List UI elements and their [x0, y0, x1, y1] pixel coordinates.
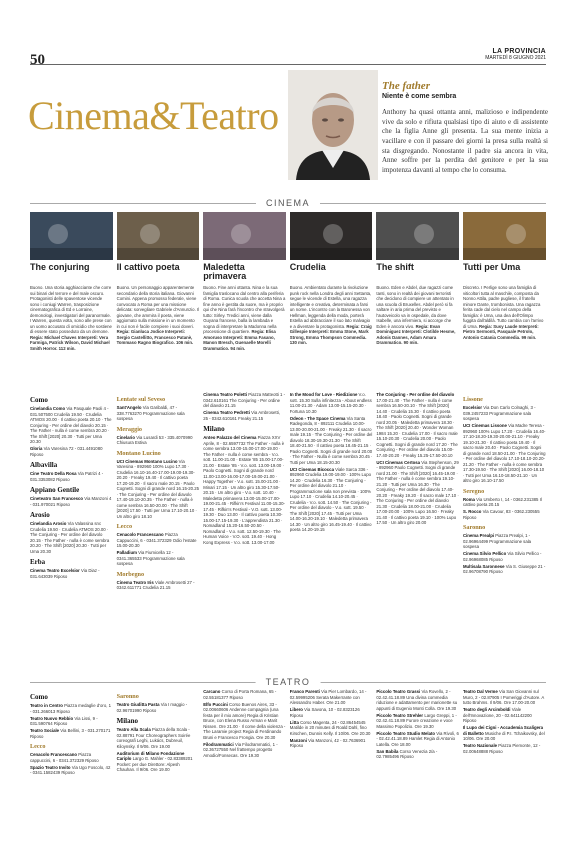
- venue-info: Via Garibaldi, 47 - 338.7763270: [116, 405, 178, 416]
- venue-name: Teatro Alla Scala: [116, 727, 151, 732]
- venue-entry: [203, 392, 286, 409]
- showtimes: Riposo: [30, 733, 44, 739]
- showtimes: Hamlet Regia di Antonio Latella. Ore 18.00: [376, 736, 455, 747]
- city-heading: Como: [30, 396, 48, 404]
- venue-entry: [376, 460, 459, 526]
- venue-entry: [117, 580, 200, 591]
- venue-name: Palladium: [116, 550, 137, 555]
- city-heading: Lissone: [462, 396, 483, 403]
- top-rule: [30, 64, 546, 65]
- venue-entry: [376, 749, 459, 760]
- venue-entry: [463, 743, 546, 754]
- city-heading: Meraggio: [116, 425, 143, 433]
- theatre-listings: [30, 689, 546, 777]
- venue-name: Cinelandia Como: [30, 406, 66, 411]
- venue-entry: [463, 707, 546, 724]
- venue-name: Il Lupo dei Cigni - Accademia Scaligera di Balletto: [462, 725, 544, 736]
- showtimes: Riposo: [53, 721, 68, 726]
- page-number: 50: [30, 52, 45, 68]
- city-heading: Albavilla: [30, 461, 58, 469]
- showtimes: Crudelia 19.00-19.00 · 100% Lupo 14.20 · Crudelia 16.30 · The Conjuring - Per ordine del diavolo 21.10 · Programmazione sala non prevista · 100% Lupo 17.10 · Crudelia 14.10-20.45 · Crudelia - V.o. sott. 14.50 · The Conjuring - Per ordine del diavolo - V.o. sott. 19.50 · The Shift [2020] 17.45 · Tutti per Uma 14.00-16.20-19.10 · Maledetta primavera 14.30 · Un altro giro 16.45-19.40 · Il cattivo poeta 14.20-19.15: [289, 472, 372, 532]
- venue-info: Piazza Cappuccini, 6 - 0341.372329: [116, 532, 178, 543]
- venue-name: UCI Cinemas Lissone: [462, 423, 507, 428]
- listing-column: [376, 392, 459, 592]
- venue-info: Piazza della Scala - 02.88791: [116, 727, 190, 738]
- showtimes: Riposo: [289, 743, 304, 748]
- venue-entry: [30, 406, 113, 445]
- venue-entry: [290, 720, 373, 737]
- venue-info: Corso Magenta, 24 - 02.86454545: [300, 719, 366, 725]
- venue-name: The Conjuring - Per ordine del diavolo: [376, 392, 455, 397]
- showtimes: Riposo: [489, 748, 503, 754]
- lead-body: Anthony ha quasi ottanta anni, malizioso e indipendente vive da solo e rifiuta qualsiasi tipo di aiuto e di assistente che la figlia Anne gli presenta. La sua mente inizia a vacillare e con il passare dei giorni la presa sulla realtà si sta disgregando. Nonostante il padre sia ancora in vita, Anne soffre per la perdita del genitore e per la sua impotenza davanti al tempo che lo consuma.: [382, 108, 548, 174]
- showtimes: Four Choreographers Soirée coreografi Leghi, Lukács, Dubreuil, Kiloynsky. Il 9/06. Ore 19.00: [116, 732, 191, 749]
- venue-info: Via Lusardi 53 - 335.4070990: [136, 434, 193, 440]
- venue-info: Via I maggio - 02.96701990: [116, 702, 188, 713]
- venue-info: Via Patrizi 4 - 031.3353082: [30, 471, 104, 482]
- showtimes: Riposo: [462, 718, 477, 723]
- venue-info: Piazza cappuccini, 6 - 0341.372329: [30, 752, 92, 763]
- venue-entry: [463, 423, 546, 484]
- venue-entry: [117, 751, 200, 773]
- venue-info: Largo Greppi, 1 - 02.42.41.18.89: [376, 712, 457, 723]
- showtimes: I Pomeriggi d'Autore. A tutto Brahms. Il 9/06. Ore 17.00-20.00: [462, 694, 545, 705]
- film-credits: Regia: Michael Chaves Interpreti: Vera Farmiga, Patrick Wilson, David Michael Smith Horror. 112 min.: [30, 334, 110, 351]
- venue-entry: [463, 551, 546, 562]
- venue-info: Via Umberto I, 14 - 0362.231385: [476, 496, 539, 502]
- showtimes: Il cattivo poeta 20.15: [462, 496, 542, 507]
- venue-entry: [30, 521, 113, 554]
- venue-info: Via Stephenson, 29 - 892960: [376, 459, 459, 470]
- lead-title: The father: [382, 80, 430, 92]
- venue-name: Multisala Saronnese: [462, 563, 505, 569]
- film-reviews: [30, 212, 546, 351]
- venue-entry: [30, 446, 113, 457]
- venue-name: Teatro Dal Verme: [462, 689, 498, 694]
- showtimes: 100% Lupo 17.30 · Crudelia 16.10-16.40-17.00-19.00-19.30-20.20 · Freaky 19.40 · Il cattivo poeta 17.20-19.20 · Il sacro male 20.15 · Paolo Cognetti. Sogni di grande nord 16.15-20.25 · The Conjuring - Per ordine del diavolo 17.40-19.10-20.35 · The Father - nulla è come sembra 16.50-20.00 · The Shift [2020] 17.50 · Tutti per Uma 17.10-20.10 · Un altro giro 18.10: [116, 464, 200, 519]
- venue-info: Via Savona, 10 - 02.8323126: [304, 707, 360, 712]
- venue-name: In the Mood for Love - Riedizione: [289, 392, 358, 397]
- showtimes: Riposo: [462, 514, 477, 520]
- venue-entry: [203, 410, 286, 421]
- lead-subtitle: Niente è come sembra: [382, 93, 457, 100]
- venue-name: Piccolo Teatro Studio Melato: [376, 730, 436, 736]
- film-review: [203, 212, 286, 351]
- city-heading: Montano Lucino: [116, 449, 161, 457]
- venue-entry: [117, 727, 200, 749]
- venue-name: Gloria: [30, 446, 43, 451]
- lead-article: [382, 80, 548, 176]
- city-heading: Erba: [30, 558, 46, 566]
- film-credits: Regia: Evan Dominiguez Interpreti: Clotilde Hesme, Adonis Dannes, Adam Amara Drammatico. 90 min.: [376, 323, 456, 345]
- venue-name: Cinelandia Arosio: [30, 521, 67, 526]
- venue-info: Via Ugo Foscolo, 42 - 0341.1582439: [30, 764, 111, 775]
- film-credits: Regia: Craig Gillespie Interpreti: Emma Stone, Mark Strong, Emma Thompson Commedia. 130 min.: [289, 323, 372, 345]
- cinema-band: [30, 198, 546, 208]
- venue-info: Via Filodrammatici, 1 - 02.36727550: [203, 741, 278, 752]
- showtimes: Crudelia 21.15: [142, 585, 171, 590]
- showtimes: Programmazione sala sospesa: [462, 538, 532, 549]
- city-heading: Milano: [116, 717, 138, 725]
- showtimes: The Conjuring - Per ordine del diavolo 21.15: [203, 397, 281, 408]
- showtimes: Serata Makerrante con Alessandro Haber. Ore 21.00: [289, 694, 360, 705]
- venue-name: Spazio Teatro Invito: [30, 764, 71, 770]
- listing-column: [117, 392, 200, 592]
- venue-info: Piazza Matteotti 1 - 0342.610161: [203, 392, 286, 403]
- film-credits: Regia: Elisa Amoruso Interpreti: Emma Fasano, Manon Bresch, Guenaelle Morelli Drammatico. 94 min.: [203, 329, 276, 351]
- film-review: [117, 212, 200, 351]
- city-heading: Appiano Gentile: [30, 486, 80, 494]
- film-description: Buono. Una storia agghiacciante che corre sui binari del terrore e del male oscuro. Protagonisti delle spaventose vicende sono i coniugi Warren, trasposizione cinematografica di Ed e Lorraine, demonologi, investigatori del paranormale. I Warren, questa volta, sono alle prese con un uomo accusato di omicidio che sostiene di essere stato posseduto da un demone. Regia: Michael Chaves Interpreti: Vera Farmiga, Patrick Wilson, David Michael Smith Horror. 112 min.: [30, 285, 112, 351]
- showtimes: Riposo: [289, 712, 304, 718]
- venue-entry: [30, 703, 113, 714]
- city-heading: Morbegno: [116, 570, 145, 578]
- venue-name: Teatro Nuovo Rebbio: [30, 715, 74, 721]
- venue-name: Franco Parenti: [289, 689, 320, 694]
- venue-name: Odeon - The Space Cinema: [289, 415, 346, 421]
- film-title: Il cattivo poeta: [116, 262, 180, 272]
- showtimes: Crudelia 19.50 · Crudelia ATMOS 20.00 · Il cattivo poeta 20.10 · The Conjuring - Per ordine del diavolo 20.15 · The Father - nulla è come sembra 20.20 · The Shift [2020] 20.30 · Tutti per Uma 20.30: [30, 411, 112, 444]
- venue-info: Via Manzoni, 42 - 02.7636901: [308, 737, 366, 743]
- listing-column: [463, 392, 546, 592]
- film-description: Discreto. I Perlige sono una famiglia di viticoltori tutta al maschile, composta da Nonno Attila, padre pugliese, il fratello minore Dante, trombonista. Una ragazza ferita cade dal cielo nel campo della famiglia: è Uma, una dea dell'Olimpo fuggita dall'aldilà. Tutto cambia con l'arrivo di Uma. Regia: Susy Laude Interpreti: Pietro Sermonti, Pasquale Petrolo, Antonio Catania Commedia. 99 min.: [462, 285, 544, 340]
- venue-entry: [203, 435, 286, 545]
- venue-info: Piazza Piemonte, 12 - 02.00648888: [462, 743, 541, 754]
- venue-name: Auditorium di Milano Fondazione Cariplo: [116, 750, 185, 761]
- venue-name: UCI Cinemas Montano Lucino: [116, 458, 178, 464]
- film-poster-image: [117, 212, 200, 260]
- venue-name: Filodrammatici: [203, 741, 234, 747]
- film-review: [30, 212, 113, 351]
- showtimes: Programmazione sala sospesa: [462, 410, 532, 421]
- section-title: Cinema&Teatro: [28, 93, 279, 138]
- showtimes: Riposo: [56, 501, 70, 507]
- venue-entry: [117, 435, 200, 446]
- film-poster-image: [290, 212, 373, 260]
- showtimes: Pocket: per due Direttore: Alpesh Chauhan. Il 9/06. Ore 19.00: [116, 761, 180, 772]
- showtimes: Matilde in 20 minutes di Roald Dahl, fino Kirschen, Dunnis Kelly. Il 10/06. Ore 20.30: [289, 725, 371, 736]
- showtimes: Furore creazione e voce Massimo Popolizio. Ore 19.30: [376, 718, 453, 729]
- venue-info: Piazza medaglie d'oro, 1 - 031.266013: [30, 703, 111, 714]
- listing-column: [290, 689, 373, 777]
- showtimes: Riposo: [56, 476, 70, 482]
- venue-info: Via Varesina - 892960: [116, 458, 185, 469]
- listing-column: [117, 689, 200, 777]
- venue-info: Corso di Porta Romana, 65 - 02.55181377: [203, 689, 277, 700]
- venue-name: Teatro Nazionale: [462, 743, 498, 748]
- venue-info: Musiche di P.I. Tchaikovsky, del 10/06. Ore 20.00: [462, 730, 545, 741]
- showtimes: Sulla infinitezza - About endless 11.00-21.30 · Adam 13.00-15.15-20.30 · Fortuna 10.30: [289, 397, 372, 414]
- film-title: The conjuring: [30, 262, 90, 272]
- venue-name: Cinema Teatro Pedretti: [203, 410, 250, 415]
- venue-entry: [117, 459, 200, 520]
- film-review: [290, 212, 373, 351]
- venue-info: Via Cavour, 83 - 0362.230555: [482, 509, 540, 514]
- venue-name: Carcano: [203, 689, 221, 694]
- city-heading: Arosio: [30, 511, 50, 519]
- city-heading: Lecco: [116, 523, 133, 530]
- venue-info: Via Lissi, 9 - 031.590764: [30, 715, 98, 726]
- film-poster-image: [30, 212, 113, 260]
- venue-info: Via Bellini, 3 - 031.270171: [60, 728, 111, 733]
- film-poster-image: [376, 212, 459, 260]
- showtimes: Riposo: [489, 556, 503, 562]
- venue-entry: [290, 738, 373, 749]
- venue-name: Litta: [289, 719, 299, 725]
- venue-entry: [463, 405, 546, 422]
- venue-entry: [203, 689, 286, 700]
- city-heading: Lecco: [30, 743, 46, 750]
- venue-name: UCI Cinemas Certosa: [376, 459, 421, 465]
- venue-name: San Babila: [376, 748, 399, 754]
- actor-portrait-image: [288, 70, 378, 180]
- showtimes: Una divina commedia riduzione e adattamento per marionette su appunti di Eugenio Monti Colla. Ore 19.30: [376, 694, 458, 711]
- venue-entry: [30, 765, 113, 776]
- showtimes: Riposo: [489, 569, 503, 574]
- film-description: Buono. Un personaggio apparentemente secondario della storia italiana. Giovanni Comini. Appena promosso federale, viene convocato a Roma per una missione delicata: sorvegliare Gabriele d'Annunzio. Il giovane, che ammira il poeta, viene aggiornato sulla missione in un momento in cui non è facile compiere i suoi doveri. Regia: Gianluca Jodice Interpreti: Sergio Castellitto, Francesco Patanè, Tommaso Ragno Biografico. 106 min.: [116, 285, 200, 345]
- film-description: Buono. Eden e Abdel, due ragazzi come tanti, sono in realtà dei giovani terroristi che decidono di compiere un attentato in una scuola di Bruxelles. Abdel però si fa saltare in aria prima del previsto e l'autoveicolo va in ospedale, da dove Isabelle, una infermiera, si accorge che Eden è ancora vivo. Regia: Evan Dominiguez Interpreti: Clotilde Hesme, Adonis Dannes, Adam Amara Drammatico. 90 min.: [376, 285, 456, 345]
- venue-name: Cinelario: [116, 434, 135, 440]
- venue-info: Via Santa Radegonda, 8 - 892111: [289, 415, 366, 426]
- venue-entry: [290, 707, 373, 718]
- issue-date: MARTEDÌ 8 GIUGNO 2021: [485, 55, 546, 61]
- venue-name: Cinema Teatro Poletti: [203, 392, 248, 397]
- venue-entry: [30, 728, 113, 739]
- venue-info: Viale Ambrosetti 27 - 0342.611771: [116, 579, 195, 590]
- showtimes: Riposo: [85, 757, 99, 763]
- venue-info: Corso Venezia 2/a - 02.7985496: [376, 748, 438, 759]
- venue-name: Anteo Palazzo del Cinema: [203, 435, 257, 440]
- showtimes: Programmazione sala sospesa: [116, 555, 185, 566]
- city-heading: Como: [30, 693, 48, 701]
- venue-entry: [30, 752, 113, 763]
- venue-info: Piazza Prealpi, 1 - 02.96964499: [462, 533, 531, 544]
- showtimes: Freaky 21.15: [238, 415, 264, 421]
- venue-name: Cine Teatro Della Rosa: [30, 471, 77, 476]
- venue-info: Via Madre Teresa - 892960: [462, 423, 545, 434]
- showtimes: Riposo: [400, 754, 414, 759]
- film-review: [463, 212, 546, 351]
- showtimes: Programmazione sala sospesa: [116, 410, 185, 421]
- venue-entry: [463, 689, 546, 706]
- venue-name: Cinema Silvio Pellico: [462, 551, 507, 556]
- showtimes: Riposo: [53, 573, 68, 579]
- venue-entry: [290, 467, 373, 533]
- city-heading: Seregno: [462, 487, 485, 495]
- city-heading: Saronno: [462, 524, 486, 531]
- venue-info: Largo G. Mahler - 02.83389201: [132, 756, 193, 761]
- showtimes: The Father - nulla è come sembra 13.00-15.00-17.00-19.00 · The Father - nulla è come sembra - V.o. sott. 11.00-21.00 · Estate '85 15.00-17.00-21.00 · Estate '85 - V.o. sott. 13.00-19.00 · Paolo Cognetti. Sogni di grande nord 11.00-13.00-16.00-17.00-19.00-21.00 · Happy Together - V.o. sott. 15.00-21.00 · Minari 17.15 · Un altro giro 15.30-17.50-20.15 · Un altro giro - V.o. sott. 10.40 · Maledetta primavera 13.00-15.00-17.00-19.00-21.45 · Rifkin's Festival 11.00-15.30-17.45 · Rifkin's Festival - V.O. sott. 13.00-19.30 · Duo 13.00 · Il cattivo poeta 10.30-15.00-17.15-19.30 · L'apprendista 21.30 · Nomadland 15.20-16.50-20.50 · Nomadland - V.o. sott. 12.50-19.30 · The Human Voice - V.O. sott. 19.40 · Hong Kong Express - V.o. sott. 13.00-17.00: [203, 440, 285, 545]
- venue-entry: [376, 689, 459, 711]
- venue-name: Piccolo Teatro Grassi: [376, 689, 421, 694]
- venue-name: Cenacolo Francescano: [30, 752, 78, 757]
- venue-name: Teatro degli Arcimboldi: [462, 707, 511, 712]
- venue-entry: [117, 702, 200, 713]
- venue-info: Via Diaz - 031.643039: [30, 568, 100, 579]
- venue-info: Via Rovello, 2 - 02.42.41.18.89: [376, 689, 451, 700]
- showtimes: Crudelia 10.00-13.00-20.00-21.00 · Freaky 21.30 · Il sacro male 19.15 · The Conjuring - Per ordine del diavolo 18.30-19.30-21.30 · The Shift 18.40-21.50 · Il cattivo poeta 18.45-21.15 · Paolo Cognetti. Sogni di grande nord 20.00 · The Father - Nulla è come sembra 20.45 · Tutti per Uma 18.15-20.30: [289, 421, 373, 465]
- venue-entry: [376, 392, 459, 458]
- listing-column: [203, 392, 286, 592]
- listing-column: [30, 689, 113, 777]
- venue-name: Roma: [462, 496, 475, 502]
- venue-entry: [463, 533, 546, 550]
- showtimes: Riposo: [142, 707, 157, 713]
- city-heading: Milano: [203, 425, 225, 433]
- venue-info: Corso Buenos Aires, 33 - 02.00660606: [203, 701, 277, 712]
- venue-name: S. Rocco: [462, 509, 482, 514]
- venue-entry: [463, 564, 546, 575]
- masthead: [485, 48, 546, 61]
- film-poster-image: [203, 212, 286, 260]
- venue-name: UCI Cinemas Bicocca: [289, 466, 334, 472]
- venue-info: Via S. Giuseppe 21 - 02.96708790: [462, 563, 546, 574]
- showtimes: Nel frattempo progetto Amodio/Fonsecas. Ore 19.30: [203, 747, 273, 758]
- venue-name: Cinema Prealpi: [462, 533, 495, 538]
- cinema-band-label: CINEMA: [256, 198, 320, 208]
- showtimes: Paolo Cognetti. Sogni di grande nord 21.00 · The Shift [2020] 16.45-19.00 · The Father - nulla è come sembra 19.10-21.20 · Tutti per Uma 16.30 · The Conjuring - Per ordine del diavolo 17.40-20.20 · Freaky 19.20 · Il sacro male 17.10 · The Conjuring - Per ordine del diavolo 21.30 · Crudelia 18.00-21.00 · Crudelia 17.00-20.00 · 100% Lupo 16.50 · Freaky 21.40 · Il cattivo poeta 19.10 · 100% Lupo 17.50 · Un altro giro 20.00: [376, 465, 459, 525]
- film-title: Maledetta primavera: [203, 262, 247, 282]
- venue-entry: [117, 550, 200, 567]
- film-review: [376, 212, 459, 351]
- film-description: Buono. Fine anni ottanta. Nina e la sua famiglia traslocano dal centro alla periferia di Roma. Cunica scuola che accetta Nina a fine anno è gestita da suore, ma è proprio qui che Nina farà l'incontro che stravolgerà tutto: Sirley. Tredici anni, viene dalla Guyana francese, balla la lambada e sogna di interpretare la Madonna nella processione di quartiere. Regia: Elisa Amoruso Interpreti: Emma Fasano, Manon Bresch, Guenaelle Morelli Drammatico. 94 min.: [203, 285, 286, 351]
- showtimes: Riposo: [56, 708, 70, 714]
- listing-column: [30, 392, 113, 592]
- venue-name: Libero: [289, 707, 303, 712]
- showtimes: Odio l'estate 15.00-20.30: [116, 537, 197, 548]
- venue-entry: [463, 725, 546, 742]
- venue-info: Via Valassina snc: [67, 521, 102, 526]
- venue-name: Teatro Sociale: [30, 728, 60, 733]
- venue-entry: [290, 416, 373, 466]
- venue-info: Viale Sarca 336 - 892960: [289, 466, 369, 477]
- venue-name: Cinema Teatro Excelsior: [30, 568, 80, 573]
- city-heading: Saronno: [116, 693, 139, 700]
- showtimes: Andenne compagnia (una festa per il mio amore) Regia di Kristian Bruce, con Elena Russo Arman e Marit Nissen. Ore 21.00 · Il come della violenza - The Laramie project Regia di Ferdinando Bruni e Francesco Frongia. Ore 20.30: [203, 707, 286, 740]
- film-poster-image: [463, 212, 546, 260]
- venue-name: Cenacolo Francescano: [116, 532, 164, 537]
- venue-info: Via Pier Lombardo, 14 - 02.59995206: [289, 689, 367, 700]
- venue-name: Manzoni: [289, 737, 307, 743]
- listing-column: [463, 689, 546, 777]
- showtimes: Chiusura Estiva: [116, 440, 147, 445]
- teatro-band-label: TEATRO: [256, 677, 321, 687]
- venue-info: Via Varesina 72 - 031.4491080: [43, 446, 103, 451]
- venue-entry: [30, 716, 113, 727]
- cinema-listings: [30, 392, 546, 592]
- showtimes: Riposo: [61, 770, 75, 775]
- venue-entry: [203, 702, 286, 741]
- film-description: Buono. Ambientato durante la rivoluzione punk rock nella Londra degli anni Settanta, segue le vicende di Estella, una ragazza intelligente e creativa, determinata a farsi un nome. L'incontro con la Baronessa von Hellman, leggenda della moda, porterà Estella ad abbracciare il suo lato malvagio e a diventare la protagonista. Regia: Craig Gillespie Interpreti: Emma Stone, Mark Strong, Emma Thompson Commedia. 130 min.: [289, 285, 372, 345]
- venue-info: Via Ambrosetti, 25 - 0342.610161: [203, 410, 280, 421]
- film-title: Tutti per Uma: [462, 262, 521, 272]
- showtimes: Crudelia 19.50 · Crudelia ATMOS 20.00 · The Conjuring - Per ordine del diavolo 20.15 · The Father - nulla è come sembra 20.20 · The Shift [2020] 20.30 · Tutti per Uma 20.30: [30, 526, 110, 554]
- venue-info: Via Don Carlo Colnaghi, 3 - 039.2457233: [462, 405, 536, 416]
- venue-info: Via Silvio Pellico - 02.96968085: [462, 551, 542, 562]
- listing-column: [376, 689, 459, 777]
- venue-name: Piccolo Teatro Strehler: [376, 712, 424, 718]
- showtimes: 100% Lupo 17.20 · Crudelia 16.40-17.10-18.20-19.30-20.00-21.10 · Freaky 19.10-21.30 · Il cattivo poeta 19.40 · Il sacro male 20.40 · Paolo Cognetti. Sogni di grande nord 18.50-21.00 · The Conjuring - Per ordine del diavolo 17.10-18.10-20.20-21.20 · The Father - nulla è come sembra 17.30-19.50 · The Shift [2020] 16.00-18.10 · Tutti per Uma 16.10-18.50-21.10 · Un altro giro 16.10-17.50: [462, 428, 546, 483]
- venue-entry: [376, 713, 459, 730]
- venue-name: Cinema Teatro Iris: [116, 579, 154, 585]
- venue-entry: [30, 496, 113, 507]
- venue-info: V.o. sott. 15.30: [289, 392, 366, 403]
- showtimes: Riposo: [30, 451, 44, 457]
- venue-info: Via Rivoli, 6 - 02.42.41.18.89: [376, 730, 459, 741]
- venue-name: Sant'Angelo: [116, 405, 142, 410]
- venue-entry: [117, 532, 200, 549]
- listing-column: [203, 689, 286, 777]
- venue-entry: [290, 689, 373, 706]
- venue-info: Via Fiumicella 12 - 0341.365533: [116, 550, 174, 561]
- film-title: Crudelia: [289, 262, 326, 272]
- teatro-band: [30, 677, 546, 687]
- venue-name: Teatro Giuditta Pasta: [116, 702, 160, 707]
- venue-info: Via San Giovanni sul Muro, 2 - 02.87905: [462, 689, 539, 700]
- venue-entry: [117, 405, 200, 422]
- film-credits: Regia: Susy Laude Interpreti: Pietro Sermonti, Pasquale Petrolo, Antonio Catania Commedia. 99 min.: [462, 323, 539, 340]
- venue-name: Elfo Puccini: [203, 701, 228, 707]
- venue-entry: [463, 509, 546, 520]
- film-credits: Regia: Gianluca Jodice Interpreti: Sergio Castellitto, Francesco Patanè, Tommaso Ragno Biografico. 106 min.: [116, 329, 194, 345]
- showtimes: Riposo: [229, 694, 243, 700]
- venue-entry: [30, 471, 113, 482]
- venue-info: Piazza XXV Aprile, 8 - 02.6597732: [203, 435, 281, 446]
- city-heading: Lentate sul Seveso: [116, 396, 166, 403]
- venue-name: Excelsior: [462, 405, 483, 410]
- listing-column: [290, 392, 373, 592]
- film-title: The shift: [376, 262, 414, 272]
- venue-entry: [376, 731, 459, 748]
- venue-info: Viale dell'Innovazione, 20 - 02.641142200: [462, 707, 532, 718]
- venue-entry: [203, 742, 286, 759]
- venue-entry: [290, 392, 373, 414]
- venue-name: Teatro in Centro: [30, 703, 63, 708]
- venue-entry: [30, 568, 113, 579]
- venue-info: Via Manzoni 4 - 031.970021: [30, 496, 112, 507]
- venue-info: Via Pasquale Paoli 4 - 031.507500: [30, 406, 109, 417]
- venue-entry: [463, 497, 546, 508]
- showtimes: 17.00-21.40 · The Father - nulla è come sembra 16.50-20.10 · The Shift [2020] 14.40 · Crudelia 15.30 · Il cattivo poeta 18.40 · Paolo Cognetti. Sogni di grande nord 20.05 · Maledetta primavera 18.30 · The Shift [2020] 20.40 · Wonder Woman 1984 15.20 · Crudelia 17.00 · Il sacro male 15.10-20.30 · Crudelia 20.00 · Paolo Cognetti. Sogni di grande nord 17.20 · The Conjuring - Per ordine del diavolo 15.00-17.40-20.20 · Freaky 15.25-17.50-20.10: [376, 397, 458, 458]
- newspaper-name: LA PROVINCIA: [492, 48, 546, 55]
- venue-name: Cineteatro San Francesco: [30, 496, 84, 501]
